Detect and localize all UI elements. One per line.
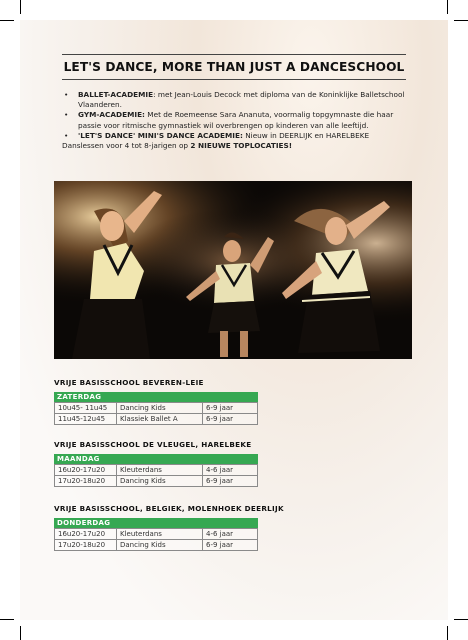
program-text: : met Jean-Louis Decock met diploma van de Koninklijke Balletschool Vlaanderen.: [78, 90, 405, 110]
school-title: VRIJE BASISSCHOOL, BELGIEK, MOLENHOEK DEERLIJK: [54, 504, 284, 513]
intro-text: [62, 90, 412, 151]
headline-rule-bottom: [62, 79, 406, 80]
program-list: [62, 90, 412, 141]
program-text: Met de Roemeense Sara Ananuta, voormalig topgymnaste die haar passie voor ritmische gymnastiek wil overbrengen op kinderen van alle leeftijd.: [78, 110, 394, 130]
crop-mark: [20, 626, 21, 640]
locations-note: [62, 141, 412, 151]
program-item-ballet: [62, 90, 412, 110]
crop-mark: [447, 626, 448, 640]
age-cell: 4-6 jaar: [203, 529, 258, 540]
note-highlight: 2 NIEUWE TOPLOCATIES!: [190, 141, 293, 151]
time-cell: 16u20-17u20: [55, 529, 117, 540]
crop-mark: [447, 0, 448, 14]
crop-mark: [0, 619, 14, 620]
table-row: [55, 414, 258, 425]
age-cell: 6-9 jaar: [203, 403, 258, 414]
age-cell: 6-9 jaar: [203, 540, 258, 551]
flyer-page: [20, 20, 448, 620]
dancers-illustration: [54, 181, 412, 359]
bullet-icon: •: [64, 90, 69, 99]
course-cell: Dancing Kids: [117, 540, 203, 551]
program-item-minis: [62, 131, 412, 141]
time-cell: 16u20-17u20: [55, 465, 117, 476]
crop-mark: [454, 619, 468, 620]
table-row: [55, 465, 258, 476]
schedule-table: [54, 402, 258, 425]
course-cell: Kleuterdans: [117, 529, 203, 540]
day-header: DONDERDAG: [54, 518, 258, 528]
dancers-photo: [54, 181, 412, 359]
time-cell: 17u20-18u20: [55, 476, 117, 487]
crop-mark: [20, 0, 21, 14]
note-text: Danslessen voor 4 tot 8-jarigen op: [62, 141, 191, 151]
table-row: [55, 540, 258, 551]
time-cell: 17u20-18u20: [55, 540, 117, 551]
schedule-table: [54, 528, 258, 551]
program-keyword: BALLET-ACADEMIE: [78, 90, 154, 99]
table-row: [55, 529, 258, 540]
day-header: MAANDAG: [54, 454, 258, 464]
school-title: VRIJE BASISSCHOOL DE VLEUGEL, HARELBEKE: [54, 440, 252, 449]
program-item-gym: [62, 110, 412, 130]
table-row: [55, 476, 258, 487]
program-keyword: GYM-ACADEMIE:: [78, 110, 145, 120]
bullet-icon: •: [64, 110, 69, 120]
course-cell: Kleuterdans: [117, 465, 203, 476]
age-cell: 4-6 jaar: [203, 465, 258, 476]
age-cell: 6-9 jaar: [203, 476, 258, 487]
table-row: [55, 403, 258, 414]
schedule-table: [54, 464, 258, 487]
course-cell: Dancing Kids: [117, 403, 203, 414]
time-cell: 10u45- 11u45: [55, 403, 117, 414]
program-text: Nieuw in DEERLIJK en HARELBEKE: [242, 130, 370, 140]
headline: LET'S DANCE, MORE THAN JUST A DANCESCHOOL: [63, 60, 405, 74]
day-header: ZATERDAG: [54, 392, 258, 402]
age-cell: 6-9 jaar: [203, 414, 258, 425]
crop-mark: [0, 20, 14, 21]
time-cell: 11u45-12u45: [55, 414, 117, 425]
course-cell: Dancing Kids: [117, 476, 203, 487]
program-keyword: 'LET'S DANCE' MINI'S DANCE ACADEMIE:: [78, 130, 243, 140]
crop-mark: [454, 20, 468, 21]
course-cell: Klassiek Ballet A: [117, 414, 203, 425]
headline-rule-top: [62, 54, 406, 55]
school-title: VRIJE BASISSCHOOL BEVEREN-LEIE: [54, 378, 204, 387]
bullet-icon: •: [64, 130, 69, 140]
